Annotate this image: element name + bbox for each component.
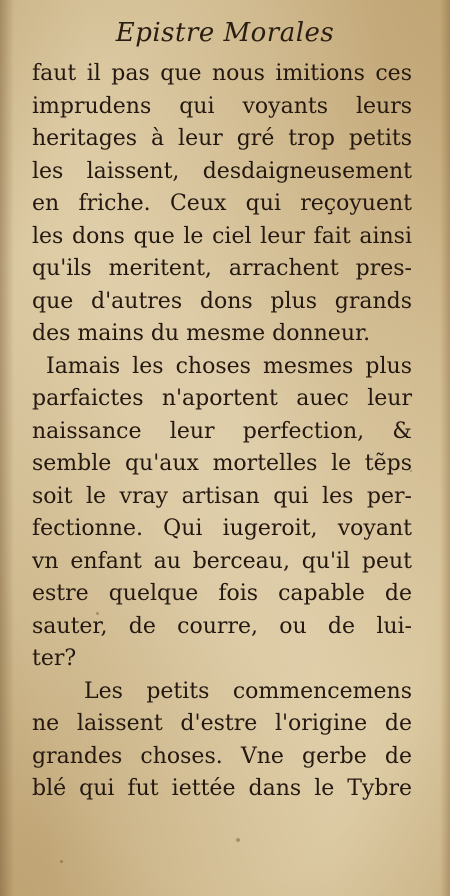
text-line: qu'ils meritent, arrachent pres-: [32, 256, 412, 281]
text-line: imprudens qui voyants leurs: [32, 93, 412, 119]
text-line: Iamais les choses mesmes plus: [46, 353, 412, 379]
text-line: sauter, de courre, ou de lui-: [32, 613, 412, 639]
text-line: soit le vray artisan qui les per-: [32, 483, 412, 509]
text-line: ter?: [32, 646, 77, 671]
text-line: Les petits commencemens: [84, 678, 412, 704]
text-line: blé qui fut iettée dans le Tybre: [32, 776, 412, 801]
text-line: naissance leur perfection, &: [32, 418, 412, 444]
running-title: Epistre Morales: [115, 18, 335, 48]
text-line: vn enfant au berceau, qu'il peut: [32, 548, 412, 574]
paper-speck: [236, 838, 240, 842]
text-line: heritages à leur gré trop petits: [32, 126, 412, 151]
body-text: [32, 58, 412, 806]
paper-speck: [60, 860, 63, 863]
text-line: les dons que le ciel leur fait ainsi: [32, 223, 412, 249]
text-line: parfaictes n'aportent auec leur: [32, 386, 412, 411]
text-line: que d'autres dons plus grands: [32, 288, 412, 314]
text-line: en friche. Ceux qui reçoyuent: [32, 191, 412, 216]
text-line: grandes choses. Vne gerbe de: [32, 743, 412, 769]
text-line: estre quelque fois capable de: [32, 581, 412, 606]
paper-speck: [96, 612, 99, 615]
paper-speck: [410, 470, 412, 472]
text-line: fectionne. Qui iugeroit, voyant: [32, 516, 412, 541]
gutter-shadow: [0, 0, 14, 896]
page-edge-shadow: [440, 0, 450, 896]
text-line: ne laissent d'estre l'origine de: [32, 711, 412, 736]
text-line: les laissent, desdaigneusement: [32, 158, 412, 184]
text-line: semble qu'aux mortelles le tẽps: [32, 451, 412, 476]
text-line: faut il pas que nous imitions ces: [32, 61, 412, 86]
text-line: des mains du mesme donneur.: [32, 321, 371, 346]
